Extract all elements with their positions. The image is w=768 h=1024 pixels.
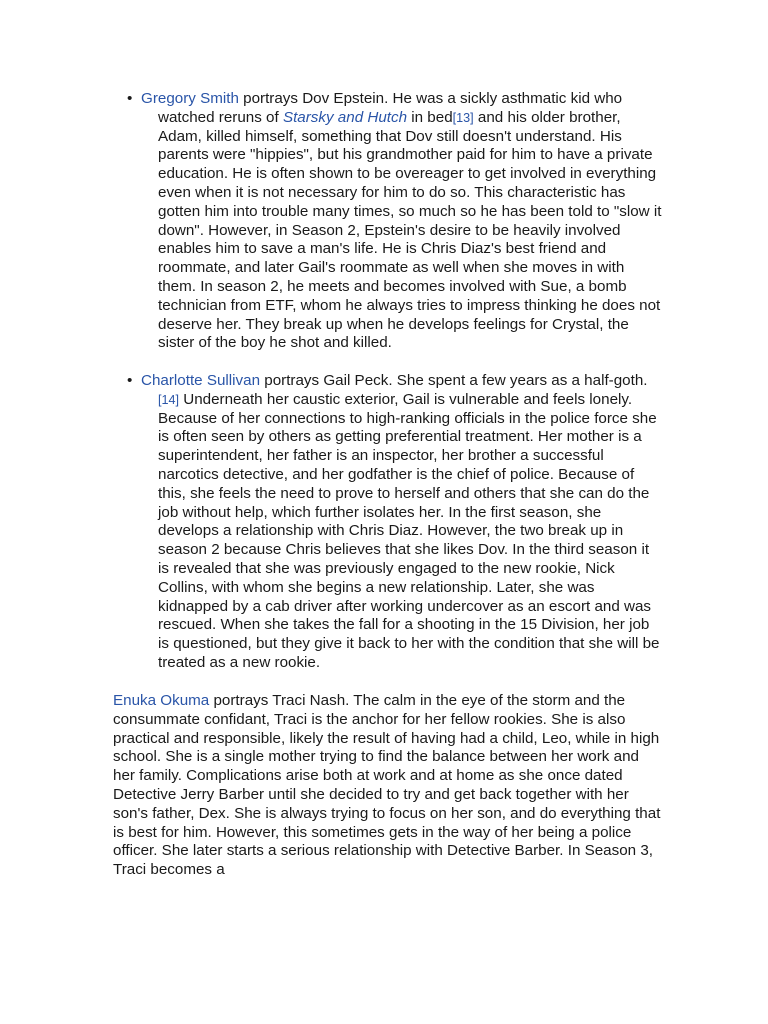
reference-link-14[interactable]: [14]: [158, 392, 180, 407]
entry-text: portrays Dov Epstein. He was a sickly asthmatic kid who watched reruns of: [158, 90, 623, 126]
entry-text: portrays Gail Peck. She spent a few years as a half-goth.: [260, 372, 648, 389]
cast-entry-charlotte-sullivan: [127, 372, 663, 673]
bullet-icon: •: [127, 372, 133, 389]
actor-link-enuka-okuma[interactable]: Enuka Okuma: [113, 692, 210, 709]
cast-entry-enuka-okuma: [113, 692, 665, 880]
entry-text: in bed: [407, 108, 453, 126]
actor-link-gregory-smith[interactable]: Gregory Smith: [141, 90, 239, 107]
bullet-lead: [127, 372, 141, 389]
reference-link-13[interactable]: [13]: [452, 110, 474, 125]
entry-text: and his older brother, Adam, killed himself, something that Dov still doesn't understand. His parents were "hippies", but his grandmother paid for him to have a private education. He is often shown to be overeager to get involved in everything even when it is not necessary for him to do so. This characteristic has gotten him into trouble many times, so much so he has been told to "slow it down". However, in Season 2, Epstein's desire to be heavily involved enables him to save a man's life. He is Chris Diaz's best friend and roommate, and later Gail's roommate as well when she moves in with them. In season 2, he meets and becomes involved with Sue, a bomb technician from ETF, whom he always tries to impress thinking he does not deserve her. They break up when he develops feelings for Crystal, the sister of the boy he shot and killed.: [158, 108, 662, 352]
bullet-lead: [127, 90, 141, 107]
show-link-starsky-and-hutch[interactable]: Starsky and Hutch: [282, 108, 408, 126]
entry-text: Underneath her caustic exterior, Gail is vulnerable and feels lonely. Because of her connections to high-ranking officials in the police force she is often seen by others as getting preferential treatment. Her mother is a superintendent, her father is an inspector, her brother a successful narcotics detective, and her godfather is the chief of police. Because of this, she feels the need to prove to herself and others that she can do the job without help, which further isolates her. In the first season, she develops a relationship with Chris Diaz. However, the two break up in season 2 because Chris believes that she likes Dov. In the third season it is revealed that she was previously engaged to the new rookie, Nick Collins, with whom she begins a new relationship. Later, she was kidnapped by a cab driver after working undercover as an escort and was rescued. When she takes the fall for a shooting in the 15 Division, her job is questioned, but they give it back to her with the condition that she will be treated as a new rookie.: [158, 390, 660, 671]
entry-text: portrays Traci Nash. The calm in the eye of the storm and the consummate confidant, Traci is the anchor for her fellow rookies. She is also practical and responsible, likely the result of having had a child, Leo, while in high school. She is a single mother trying to find the balance between her work and her family. Complications arise both at work and at home as she once dated Detective Jerry Barber until she decided to try and get back together with her son's father, Dex. She is always trying to focus on her son, and do everything that is best for him. However, this sometimes gets in the way of her being a police officer. She later starts a serious relationship with Detective Barber. In Season 3, Traci becomes a: [113, 692, 661, 879]
bullet-icon: •: [127, 90, 133, 107]
cast-entry-gregory-smith: [127, 90, 663, 353]
actor-link-charlotte-sullivan[interactable]: Charlotte Sullivan: [141, 372, 261, 389]
